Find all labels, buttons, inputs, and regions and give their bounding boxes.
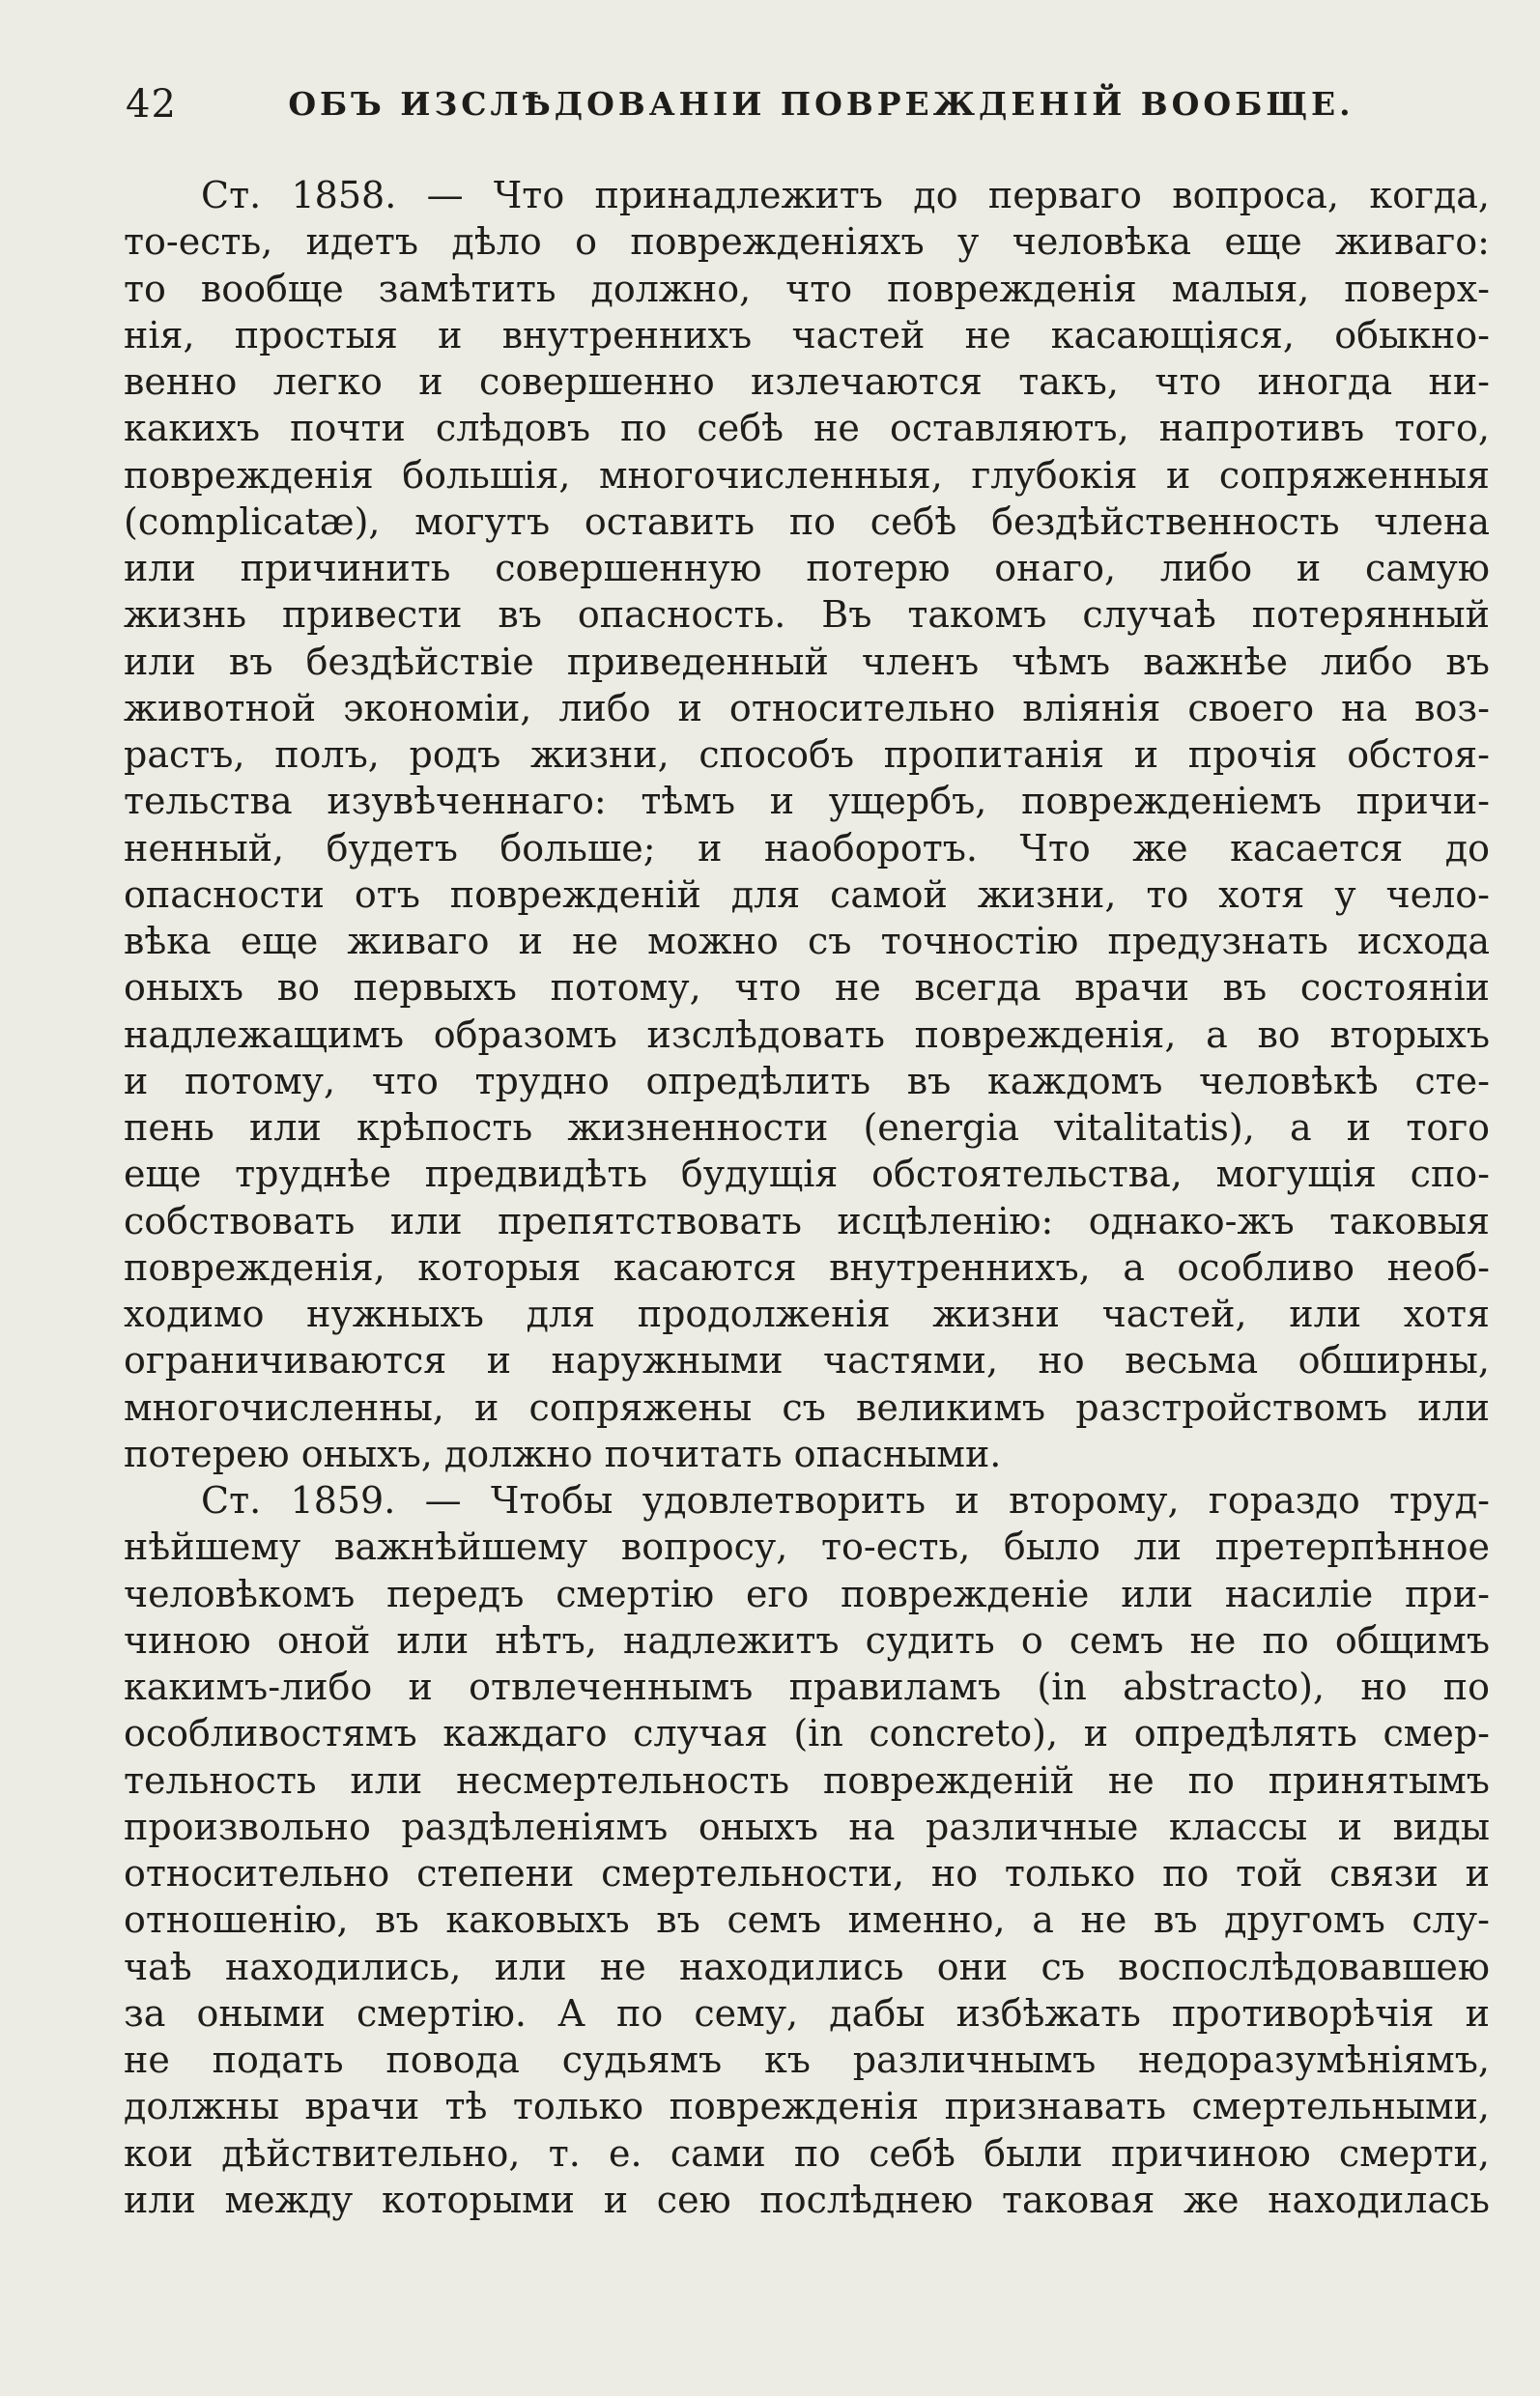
text-line: или между которыми и сею послѣднею таковая же находилась bbox=[124, 2178, 1490, 2221]
text-line: венно легко и совершенно излечаются такъ, что иногда ни- bbox=[124, 360, 1490, 403]
text-line: потерею оныхъ, должно почитать опасными. bbox=[124, 1432, 1002, 1475]
text-line: растъ, полъ, родъ жизни, способъ пропитанія и прочія обстоя- bbox=[124, 733, 1490, 776]
text-line: еще труднѣе предвидѣть будущія обстоятельства, могущія спо- bbox=[124, 1153, 1490, 1196]
text-line: нѣйшему важнѣйшему вопросу, то-есть, было ли претерпѣнное bbox=[124, 1526, 1490, 1569]
text-line: вѣка еще живаго и не можно съ точностію предузнать исхода bbox=[124, 920, 1490, 962]
text-line: кои дѣйствительно, т. е. сами по себѣ были причиною смерти, bbox=[124, 2131, 1490, 2175]
text-line: какимъ-либо и отвлеченнымъ правиламъ (in abstracto), но по bbox=[124, 1666, 1490, 1708]
text-line: за оными смертію. А по сему, дабы избѣжать противорѣчія и bbox=[124, 1991, 1490, 2035]
text-line: должны врачи тѣ только поврежденія признавать смертельными, bbox=[124, 2085, 1490, 2128]
text-line: опасности отъ поврежденій для самой жизни, то хотя у чело- bbox=[124, 872, 1490, 916]
text-line: чаѣ находились, или не находились они съ воспослѣдовавшею bbox=[124, 1945, 1490, 1988]
text-line: ходимо нужныхъ для продолженія жизни частей, или хотя bbox=[124, 1293, 1490, 1335]
text-line: чиною оной или нѣтъ, надлежитъ судить о семъ не по общимъ bbox=[124, 1618, 1490, 1662]
text-line: тельность или несмертельность поврежденій не по принятымъ bbox=[124, 1758, 1490, 1802]
page-header bbox=[126, 75, 1488, 133]
text-line: не подать повода судьямъ къ различнымъ недоразумѣніямъ, bbox=[124, 2039, 1490, 2081]
text-line: особливостямъ каждаго случая (in concreto), и опредѣлять смер- bbox=[124, 1712, 1490, 1755]
text-line: поврежденія, которыя касаются внутреннихъ, а особливо необ- bbox=[124, 1245, 1490, 1289]
text-line: жизнь привести въ опасность. Въ такомъ случаѣ потерянный bbox=[124, 593, 1490, 637]
text-line: (complicatæ), могутъ оставить по себѣ бездѣйственность члена bbox=[124, 499, 1490, 543]
text-line: отношенію, въ каковыхъ въ семъ именно, а не въ другомъ слу- bbox=[124, 1898, 1490, 1942]
text-line: произвольно раздѣленіямъ оныхъ на различные классы и виды bbox=[124, 1805, 1490, 1848]
text-line: то-есть, идетъ дѣло о поврежденіяхъ у человѣка еще живаго: bbox=[124, 220, 1490, 264]
text-line: многочисленны, и сопряжены съ великимъ разстройствомъ или bbox=[124, 1385, 1490, 1429]
text-line: ненный, будетъ больше; и наоборотъ. Что же касается до bbox=[124, 826, 1490, 870]
text-line: нія, простыя и внутреннихъ частей не касающіяся, обыкно- bbox=[124, 313, 1490, 357]
text-line: или въ бездѣйствіе приведенный членъ чѣмъ важнѣе либо въ bbox=[124, 640, 1490, 683]
text-line: ограничиваются и наружными частями, но весьма обширны, bbox=[124, 1339, 1490, 1383]
running-title: ОБЪ ИЗСЛѢДОВАНІИ ПОВРЕЖДЕНІЙ ВООБЩЕ. bbox=[288, 85, 1355, 123]
text-line: пень или крѣпость жизненности (energia vitalitatis), а и того bbox=[124, 1106, 1490, 1149]
text-line: какихъ почти слѣдовъ по себѣ не оставляютъ, напротивъ того, bbox=[124, 407, 1490, 450]
text-line: поврежденія большія, многочисленныя, глубокія и сопряженныя bbox=[124, 453, 1490, 497]
text-line: надлежащимъ образомъ изслѣдовать поврежденія, а во вторыхъ bbox=[124, 1013, 1490, 1056]
text-line: оныхъ во первыхъ потому, что не всегда врачи въ состояніи bbox=[124, 966, 1490, 1010]
text-line: Ст. 1858. — Что принадлежитъ до перваго вопроса, когда, bbox=[201, 174, 1490, 216]
text-line: животной экономіи, либо и относительно вліянія своего на воз- bbox=[124, 686, 1490, 729]
text-line: относительно степени смертельности, но только по той связи и bbox=[124, 1852, 1490, 1895]
text-line: собствовать или препятствовать исцѣленію: однако-жъ таковыя bbox=[124, 1199, 1490, 1242]
text-line: Ст. 1859. — Чтобы удовлетворить и второму, гораздо труд- bbox=[201, 1479, 1490, 1522]
page-number: 42 bbox=[126, 82, 177, 127]
text-line: тельства изувѣченнаго: тѣмъ и ущербъ, поврежденіемъ причи- bbox=[124, 780, 1490, 823]
text-line: или причинить совершенную потерю онаго, либо и самую bbox=[124, 547, 1490, 589]
text-line: человѣкомъ передъ смертію его поврежденіе или насиліе при- bbox=[124, 1572, 1490, 1615]
text-line: и потому, что трудно опредѣлить въ каждомъ человѣкѣ сте- bbox=[124, 1059, 1490, 1102]
text-line: то вообще замѣтить должно, что поврежденія малыя, поверх- bbox=[124, 267, 1490, 310]
body-text bbox=[124, 172, 1490, 2223]
